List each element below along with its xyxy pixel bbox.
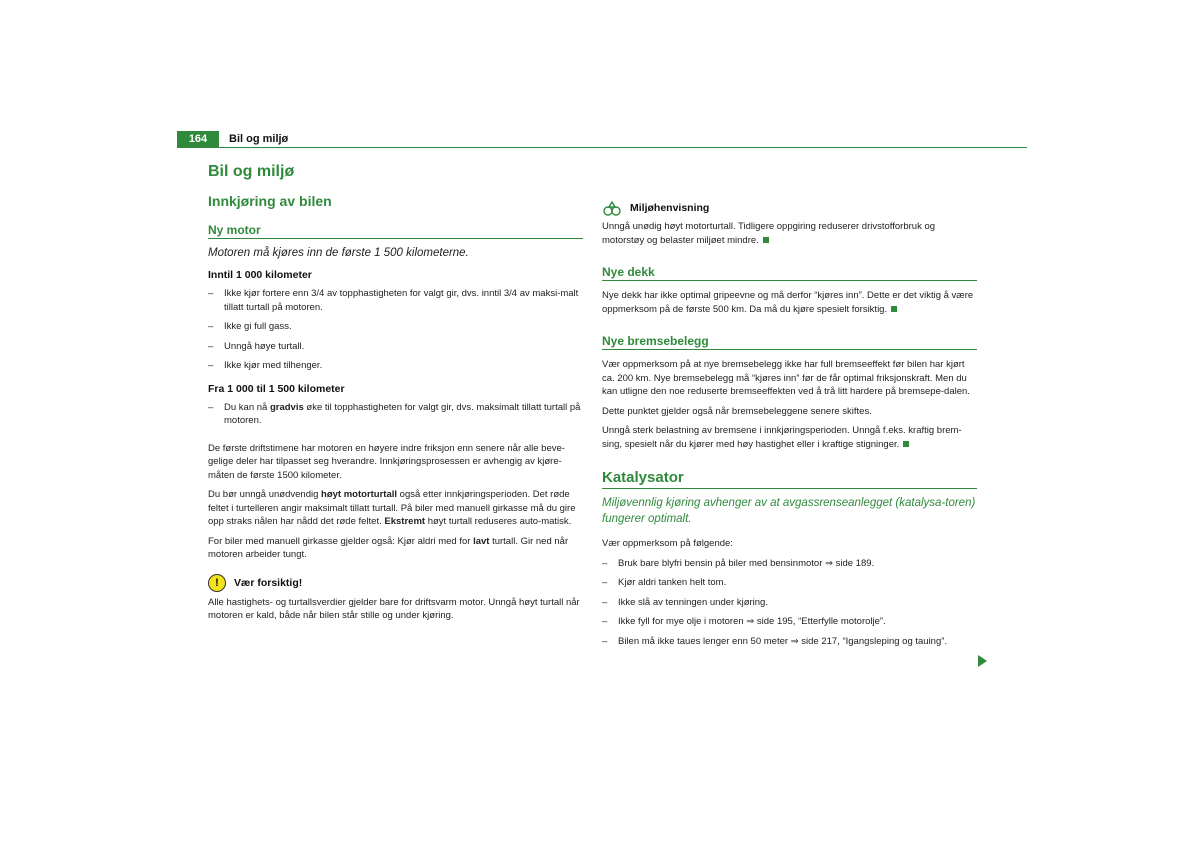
text-run: Unngå unødig høyt motorturtall. Tidligere oppgiring reduserer drivstofforbruk og motorstøy og belaster miljøet mindre.: [602, 221, 936, 246]
list-item: – Ikke kjør med tilhenger.: [208, 359, 583, 373]
katalysator-list: [602, 557, 977, 649]
paragraph-rpm: [208, 488, 583, 529]
chapter-title: Innkjøring av bilen: [208, 193, 332, 209]
block-title-inntil-1000: Inntil 1 000 kilometer: [208, 269, 312, 281]
block-title-1000-1500: Fra 1 000 til 1 500 kilometer: [208, 382, 345, 395]
page-header: [177, 131, 1027, 148]
bold-run: Ekstremt: [384, 516, 426, 527]
warning-header: [208, 574, 583, 592]
environment-icon: [602, 200, 622, 216]
text-run: Nye dekk har ikke optimal gripeevne og må derfor “kjøres inn”. Dette er det viktig å være oppmerksom på de første 500 km. Da må du kjøre spesielt forsiktig.: [602, 290, 974, 315]
subsection-title-nye-dekk: Nye dekk: [602, 265, 977, 281]
list-1000-1500: [208, 401, 583, 428]
right-column: [602, 200, 977, 658]
list-item: – Unngå høye turtall.: [208, 340, 583, 354]
bold-run: høyt motorturtall: [321, 489, 398, 500]
left-column: [208, 163, 583, 629]
list-item: – Ikke kjør fortere enn 3/4 av topphastigheten for valgt gir, dvs. inntil 3/4 av maksi-malt tillatt turtall på motoren.: [208, 287, 583, 314]
warning-text: Alle hastighets- og turtallsverdier gjelder bare for driftsvarm motor. Unngå høyt turtall når motoren er kald, både når bilen står stille og under kjøring.: [208, 596, 580, 621]
text-run: høyt turtall reduseres auto-matisk.: [425, 516, 572, 527]
bold-run: lavt: [473, 535, 490, 547]
environment-note-text: [602, 220, 977, 247]
warning-icon: !: [208, 574, 226, 592]
text-run: øke til topphastigheten for valgt gir, dvs. maksimalt tillatt turtall på motoren.: [224, 401, 581, 426]
list-item: – Ikke fyll for mye olje i motoren ⇒ side 195, “Etterfylle motorolje”.: [602, 615, 977, 629]
continue-arrow-icon: [978, 655, 987, 667]
section-title-katalysator: Katalysator: [602, 469, 977, 489]
text-run: For biler med manuell girkasse gjelder også: Kjør aldri med for: [208, 535, 474, 547]
page-number: 164: [177, 131, 219, 148]
text-run: også etter innkjøringsperioden. Det røde feltet i turtelleren angir maksimalt tillatt turtall. På biler med manuell girkasse må du gire opp straks nålen har nådd det røde feltet.: [208, 489, 576, 527]
tyres-text: [602, 289, 977, 316]
text-run: Unngå sterk belastning av bremsene i innkjøringsperioden. Unngå f.eks. kraftig brem-sing, spesielt når du kjører med høy hastighet eller i kraftige stigninger.: [602, 425, 962, 450]
subsection-title-nye-bremsebelegg: Nye bremsebelegg: [602, 334, 977, 350]
end-mark: [903, 441, 909, 447]
environment-note-header: [602, 200, 977, 216]
bold-run: gradvis: [269, 401, 304, 413]
warning-title: Vær forsiktig!: [234, 576, 303, 589]
text-run: Du kan nå: [224, 401, 270, 413]
list-item: – Ikke gi full gass.: [208, 320, 583, 334]
text-run: Du bør unngå unødvendig: [208, 489, 322, 500]
list-item: – Kjør aldri tanken helt tom.: [602, 576, 977, 590]
paragraph-friction: De første driftstimene har motoren en høyere indre friksjon enn senere når alle beve-gelige deler har tilpasset seg hverandre. Innkjøringsprosessen er avhengig av kjøre-måten de første 1500 kilometer.: [208, 442, 565, 481]
header-rule: [177, 147, 1027, 148]
end-mark: [763, 237, 769, 243]
end-mark: [891, 306, 897, 312]
katalysator-lead: Miljøvennlig kjøring avhenger av at avgassrenseanlegget (katalysa-toren) fungerer optimalt.: [602, 497, 976, 525]
brakes-paragraph-1: Vær oppmerksom på at nye bremsebelegg ikke har full bremseeffekt før bilen har kjørt ca. 200 km. Nye bremsebelegg må “kjøres inn” før de får optimal friksjonskraft. Men du kan utligne den noe reduserte bremseeffekten ved å trå litt hardere på bremsepe-dalen.: [602, 359, 970, 397]
katalysator-intro: Vær oppmerksom på følgende:: [602, 538, 733, 549]
brakes-paragraph-3: [602, 424, 977, 451]
paragraph-manual-gearbox: [208, 535, 583, 562]
subsection-title-ny-motor: Ny motor: [208, 223, 583, 239]
section-title: Bil og miljø: [208, 163, 295, 180]
list-item: [208, 401, 583, 428]
text-run: turtall. Gir ned når motoren arbeider tungt.: [208, 535, 569, 560]
list-item: – Ikke slå av tenningen under kjøring.: [602, 596, 977, 610]
list-item: – Bruk bare blyfri bensin på biler med bensinmotor ⇒ side 189.: [602, 557, 977, 571]
list-item: – Bilen må ikke taues lenger enn 50 meter ⇒ side 217, “Igangsleping og tauing”.: [602, 635, 977, 649]
list-inntil-1000: [208, 287, 583, 373]
environment-note-title: Miljøhenvisning: [630, 202, 710, 214]
brakes-paragraph-2: Dette punktet gjelder også når bremsebeleggene senere skiftes.: [602, 405, 872, 417]
lead-text: Motoren må kjøres inn de første 1 500 kilometerne.: [208, 247, 469, 259]
running-header-title: Bil og miljø: [229, 133, 289, 145]
